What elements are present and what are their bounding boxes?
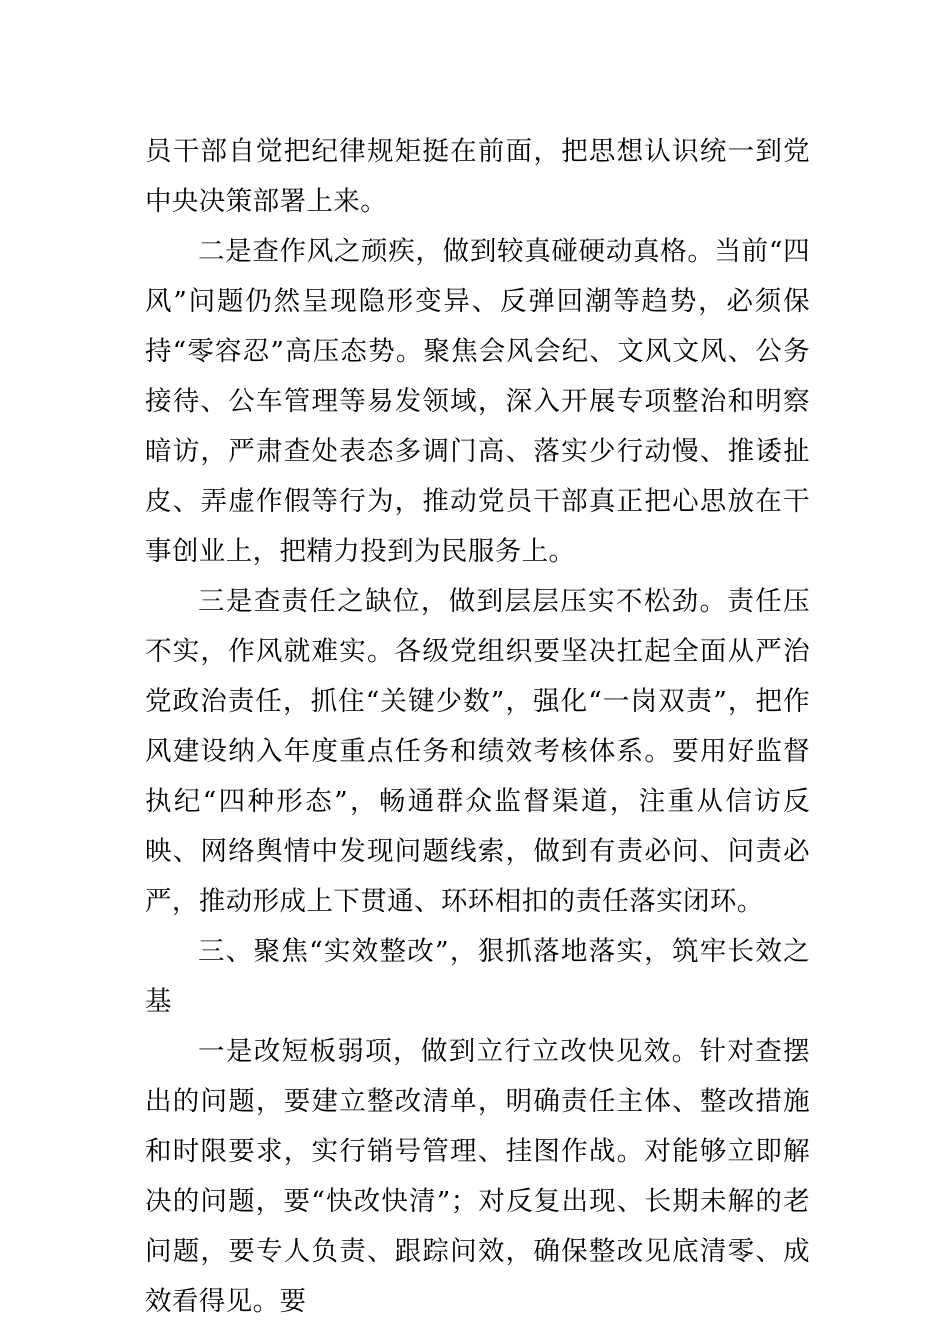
document-body (145, 127, 810, 1327)
paragraph-responsibility-check: 三是查责任之缺位，做到层层压实不松劲。责任压不实，作风就难实。各级党组织要坚决扛起全面从严治党政治责任，抓住“关键少数”，强化“一岗双责”，把作风建设纳入年度重点任务和绩效考核体系。要用好监督执纪“四种形态”，畅通群众监督渠道，注重从信访反映、网络舆情中发现问题线索，做到有责必问、问责必严，推动形成上下贯通、环环相扣的责任落实闭环。 (145, 586, 810, 917)
section-heading: 三、聚焦“实效整改”，狠抓落地落实，筑牢长效之基 (145, 936, 810, 1017)
paragraph-rectification: 一是改短板弱项，做到立行立改快见效。针对查摆出的问题，要建立整改清单，明确责任主体、整改措施和时限要求，实行销号管理、挂图作战。对能够立即解决的问题，要“快改快清”；对反复出现、长期未解的老问题，要专人负责、跟踪问效，确保整改见底清零、成效看得见。要 (145, 1036, 810, 1317)
paragraph-continued: 员干部自觉把纪律规矩挺在前面，把思想认识统一到党中央决策部署上来。 (145, 136, 810, 217)
paragraph-style-check: 二是查作风之顽疾，做到较真碰硬动真格。当前“四风”问题仍然呈现隐形变异、反弹回潮等趋势，必须保持“零容忍”高压态势。聚焦会风会纪、文风文风、公务接待、公车管理等易发领域，深入开展专项整治和明察暗访，严肃查处表态多调门高、落实少行动慢、推诿扯皮、弄虚作假等行为，推动党员干部真正把心思放在干事创业上，把精力投到为民服务上。 (145, 236, 810, 567)
